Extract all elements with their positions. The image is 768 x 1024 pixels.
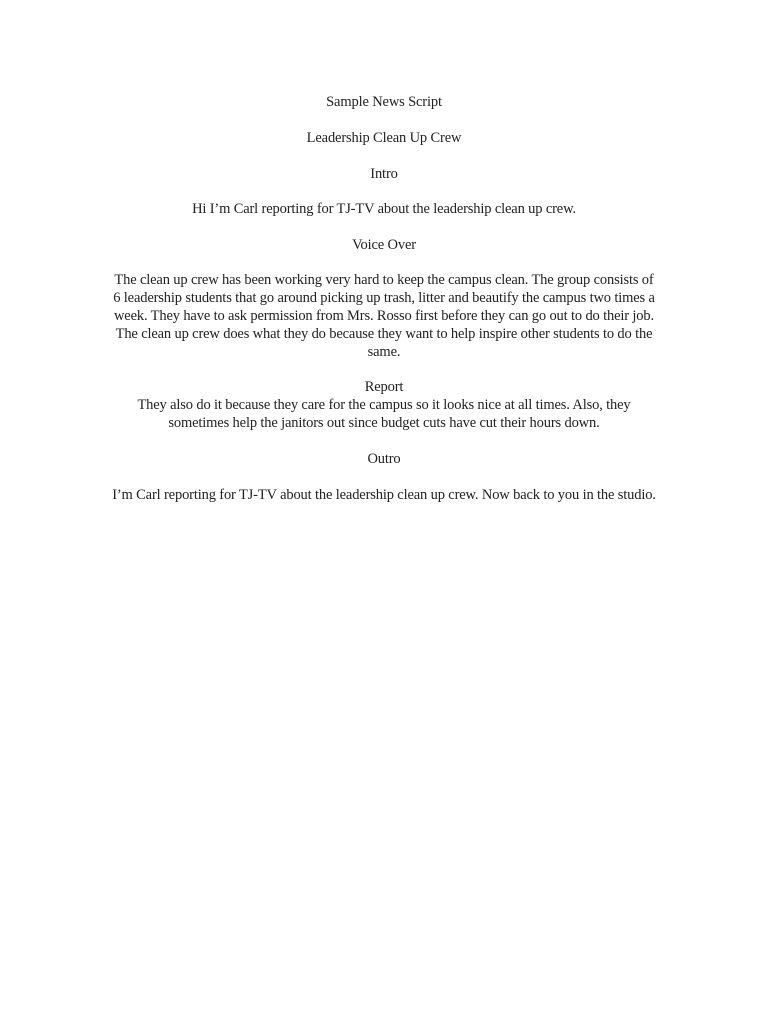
report-text: They also do it because they care for the campus so it looks nice at all times. Also, they sometimes help the janitors out since budget cuts have cut their hours down. [137, 397, 631, 431]
document-title: Sample News Script [326, 94, 442, 110]
intro-heading: Intro [370, 166, 398, 182]
voice-over-heading: Voice Over [352, 237, 416, 253]
document-subtitle: Leadership Clean Up Crew [306, 130, 462, 146]
outro-text: I’m Carl reporting for TJ-TV about the leadership clean up crew. Now back to you in the studio. [112, 487, 656, 503]
report-heading: Report [364, 379, 404, 395]
outro-heading: Outro [367, 451, 401, 467]
voice-over-text: The clean up crew has been working very hard to keep the campus clean. The group consists of 6 leadership students that go around picking up trash, litter and beautify the campus two times a week. They have to ask permission from Mrs. Rosso first before they can go out to do their job. The clean up crew does what they do because they want to help inspire other students to do the same. [113, 272, 655, 360]
intro-text: Hi I’m Carl reporting for TJ-TV about the leadership clean up crew. [192, 201, 576, 217]
